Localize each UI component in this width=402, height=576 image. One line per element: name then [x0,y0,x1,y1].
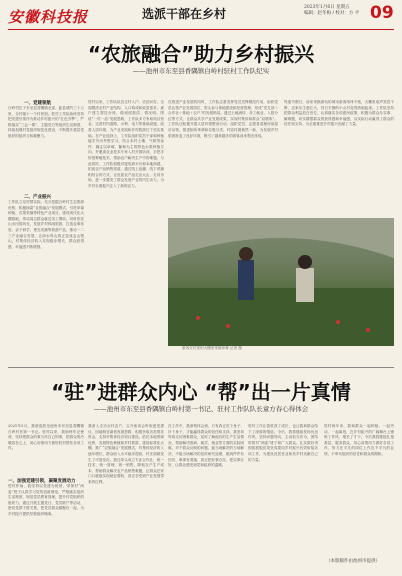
article2-column-5: 驻村两年来，我和群众一起种植、一起劳动、一起谋划，在乡村振兴的广阔舞台上锤炼了作风、增长了才干。今后我将继续扎根基层、服务群众，用心用情用力做好各项工作，努力在平凡的岗位上作出不平凡的业绩，不辜负组织的信任和群众的期盼。 [324,424,394,456]
strawberry-beds [168,288,394,346]
article2-title: “驻”进群众内心 “帮”出一片真情 [51,380,351,404]
article1-column-1: 白岭村位于东至县香隅镇北部，距县城约三十公里，全村辖十一个村民组。驻村工作队始终坚持把党建引领作为推动乡村振兴的“红色引擎”，严格落实“三会一课”、主题党日等组织生活制度，持续加强村党组织规范化建设，不断提升基层党组织的组织力和凝聚力。 [8,106,84,138]
article1-column-3: 在推进产业发展的同时，工作队注重发挥党员先锋模范作用，组织党员认领产业发展岗位，带头参与基地建设和经营管理，形成“党支部＋合作社＋基地＋农户”的发展格局。通过土地流转、务工就业、入股分红等方式，让群众共享产业发展成果，实现村集体和群众“双增收”。工作队还积极开展人居环境整治行动，组织党员、志愿者清理房前屋后杂物，推进厕所革命和垃圾分类，村容村貌焕然一新，为发展乡村旅游营造了良好环境，吸引了越来越多的游客前来观光体验。 [168,100,278,138]
strawberry-mark [366,328,370,332]
article1-heading-1: 一、党建领航 [24,101,51,106]
masthead [0,0,402,30]
article1-title: “农旅融合”助力乡村振兴 [87,42,315,66]
end-note: （本版稿件由池州市提供） [326,559,380,564]
strawberry-greenhouse-photo [168,218,394,346]
page-number: 09 [370,3,394,23]
newspaper-logo: 安徽科技报 [8,8,89,26]
section-title: 选派干部在乡村 [142,7,227,21]
article2-column-1b: 驻村伊始，我坚持以党建为统领，带领村“两委”班子认真学习党的创新理论，严格落实组织生活制度，规范党员教育管理，提升村党组织的组织力。通过开展主题党日、党员联户等活动，密切党群干群关系，把党员群众凝聚在一起，为乡村振兴提供坚强组织保障。 [8,484,84,516]
article1-column-1b: 工作队立足村情实际，充分挖掘白岭村生态资源优势，积极探索“农旅融合”发展模式，引进草莓种植、瓜果采摘等特色产业项目，建设现代化大棚基地，带动周边群众就近务工增收。同时依托山水田园风光，发展乡村休闲旅游，打造农事体验、亲子研学、观光采摘等旅游产品，推动一二三产业融合发展，让绿水青山真正变成金山银山，村集体经济收入实现稳步增长，群众获得感、幸福感不断增强。 [8,200,84,249]
issue-meta [304,5,359,17]
article-divider [8,367,394,368]
issue-date: 2023年1月6日 星期五 [304,5,350,10]
editor-line: 编辑：赵冬梅 / 校对：方 平 [304,11,360,16]
article1-column-4: 每逢节假日，前来采摘游玩的城市游客络绎不绝，大棚里欢声笑语不断，农家乐生意红火，昔日平静的小山村变得热闹起来。工作队坚持把群众利益放在首位，认真落实各项惠民政策，积极为群众办实事、解难题，切实增强群众的获得感和幸福感，以实际行动赢得了群众的信任和支持，为全面推进乡村振兴贡献了力量。 [284,100,394,127]
article2-heading-1: 一、加强党建引领，凝聚发展动力 [8,479,76,484]
article2-column-4: 驻村工作让我收获了成长，也让我和群众结下了深厚的情谊。今后，我将继续发扬优良作风，坚持问题导向，主动担当作为，团结带领村“两委”班子和广大群众，扎实做好巩固拓展脱贫攻坚成果同乡村振兴有效衔接各项工作，为建设宜居宜业和美乡村贡献自己的力量。 [248,424,318,462]
article2-column-3: 在工作中，我深刻体会到，只有真正沉下身子、扑下身子，才能赢得群众的信任和支持。我坚持每周走访困难群众，及时了解他们的生产生活情况，帮助解决看病、就学、就业等方面的实际困难。对于群众反映的问题，能当场解决的当场解决，不能当场解决的及时研究处理，做到件件有回音、事事有着落，真正把好事办实、把实事办好，让群众感受到党和政府的温暖。 [168,424,244,468]
article1-heading-2: 二、产业振兴 [24,195,51,200]
photo-caption: 游客在村里的大棚里采摘草莓 记者 摄 [182,346,242,350]
person-head [239,247,253,261]
strawberry-mark [226,324,230,328]
article1-column-2: 驻村以来，工作队队员走村入户、访贫问苦，全面摸清全村产业结构、人口构成和致富需求，逐户建立帮扶台账，做到底数清、情况明。围绕“一村一品”发展思路，工作队多方争取项目资金，完善村内道路、水利、电力等基础设施，改善人居环境，为产业发展和乡村旅游打下坚实基础。在产业选择上，工作队组织党员干部和种植能手外出考察学习，结合本村土壤、气候等条件，确定以草莓、葡萄为主的特色水果种植方向，并邀请农业技术专家入村开展培训，手把手传授种植技术，帮助农户解决生产中的难题。与此同时，工作队积极对接电商平台和本地商超，拓宽农产品销售渠道，通过线上直播、线下采摘相结合的方式，让优质农产品走出大山、走向市场，进一步激发了群众发展产业的内生动力，为乡村全面振兴注入了新的活力。 [88,100,164,188]
article2-column-1: 2021年5月，我被选派至池州市东至县香隅镇白岭村任第一书记。驻村以来，我始终牢记使命，坚持把群众的事当作自己的事，把群众的冷暖放在心上，用心用情用力做好驻村帮扶各项工作。 [8,424,84,451]
photo-illustration [168,218,394,346]
greenhouse-roof [168,218,394,258]
masthead-rule [8,29,394,30]
strawberry-mark [196,316,200,320]
person-figure-2 [296,268,314,302]
person-figure [238,260,254,300]
article2-column-2: 我深入走访全村农户，召开座谈会听取意见建议，因地制宜谋划发展思路，积极争取各类帮扶资金，支持村集体经济项目建设。依托本地资源优势，发展特色种植和乡村旅游，建设标准化大棚，推广“农旅融合”发展模式，村集体经济收入逐年增长，群众收入水平稳步提高，村庄面貌发生了可喜变化。我还牵头成立专业合作社，统一技术、统一管理、统一销售，降低农户生产成本，帮助群众解决农产品销售难题，让群众在家门口就能实现就业增收，真正享受到产业发展带来的红利。 [88,424,164,484]
person-head-2 [298,255,312,269]
article2-subtitle: ——池州市东至县香隅镇白岭村第一书记、驻村工作队队长童方春心得体会 [93,405,309,413]
strawberry-mark [336,320,340,324]
article1-subtitle: ——池州市东至县香隅镇白岭村驻村工作队纪实 [132,67,270,75]
